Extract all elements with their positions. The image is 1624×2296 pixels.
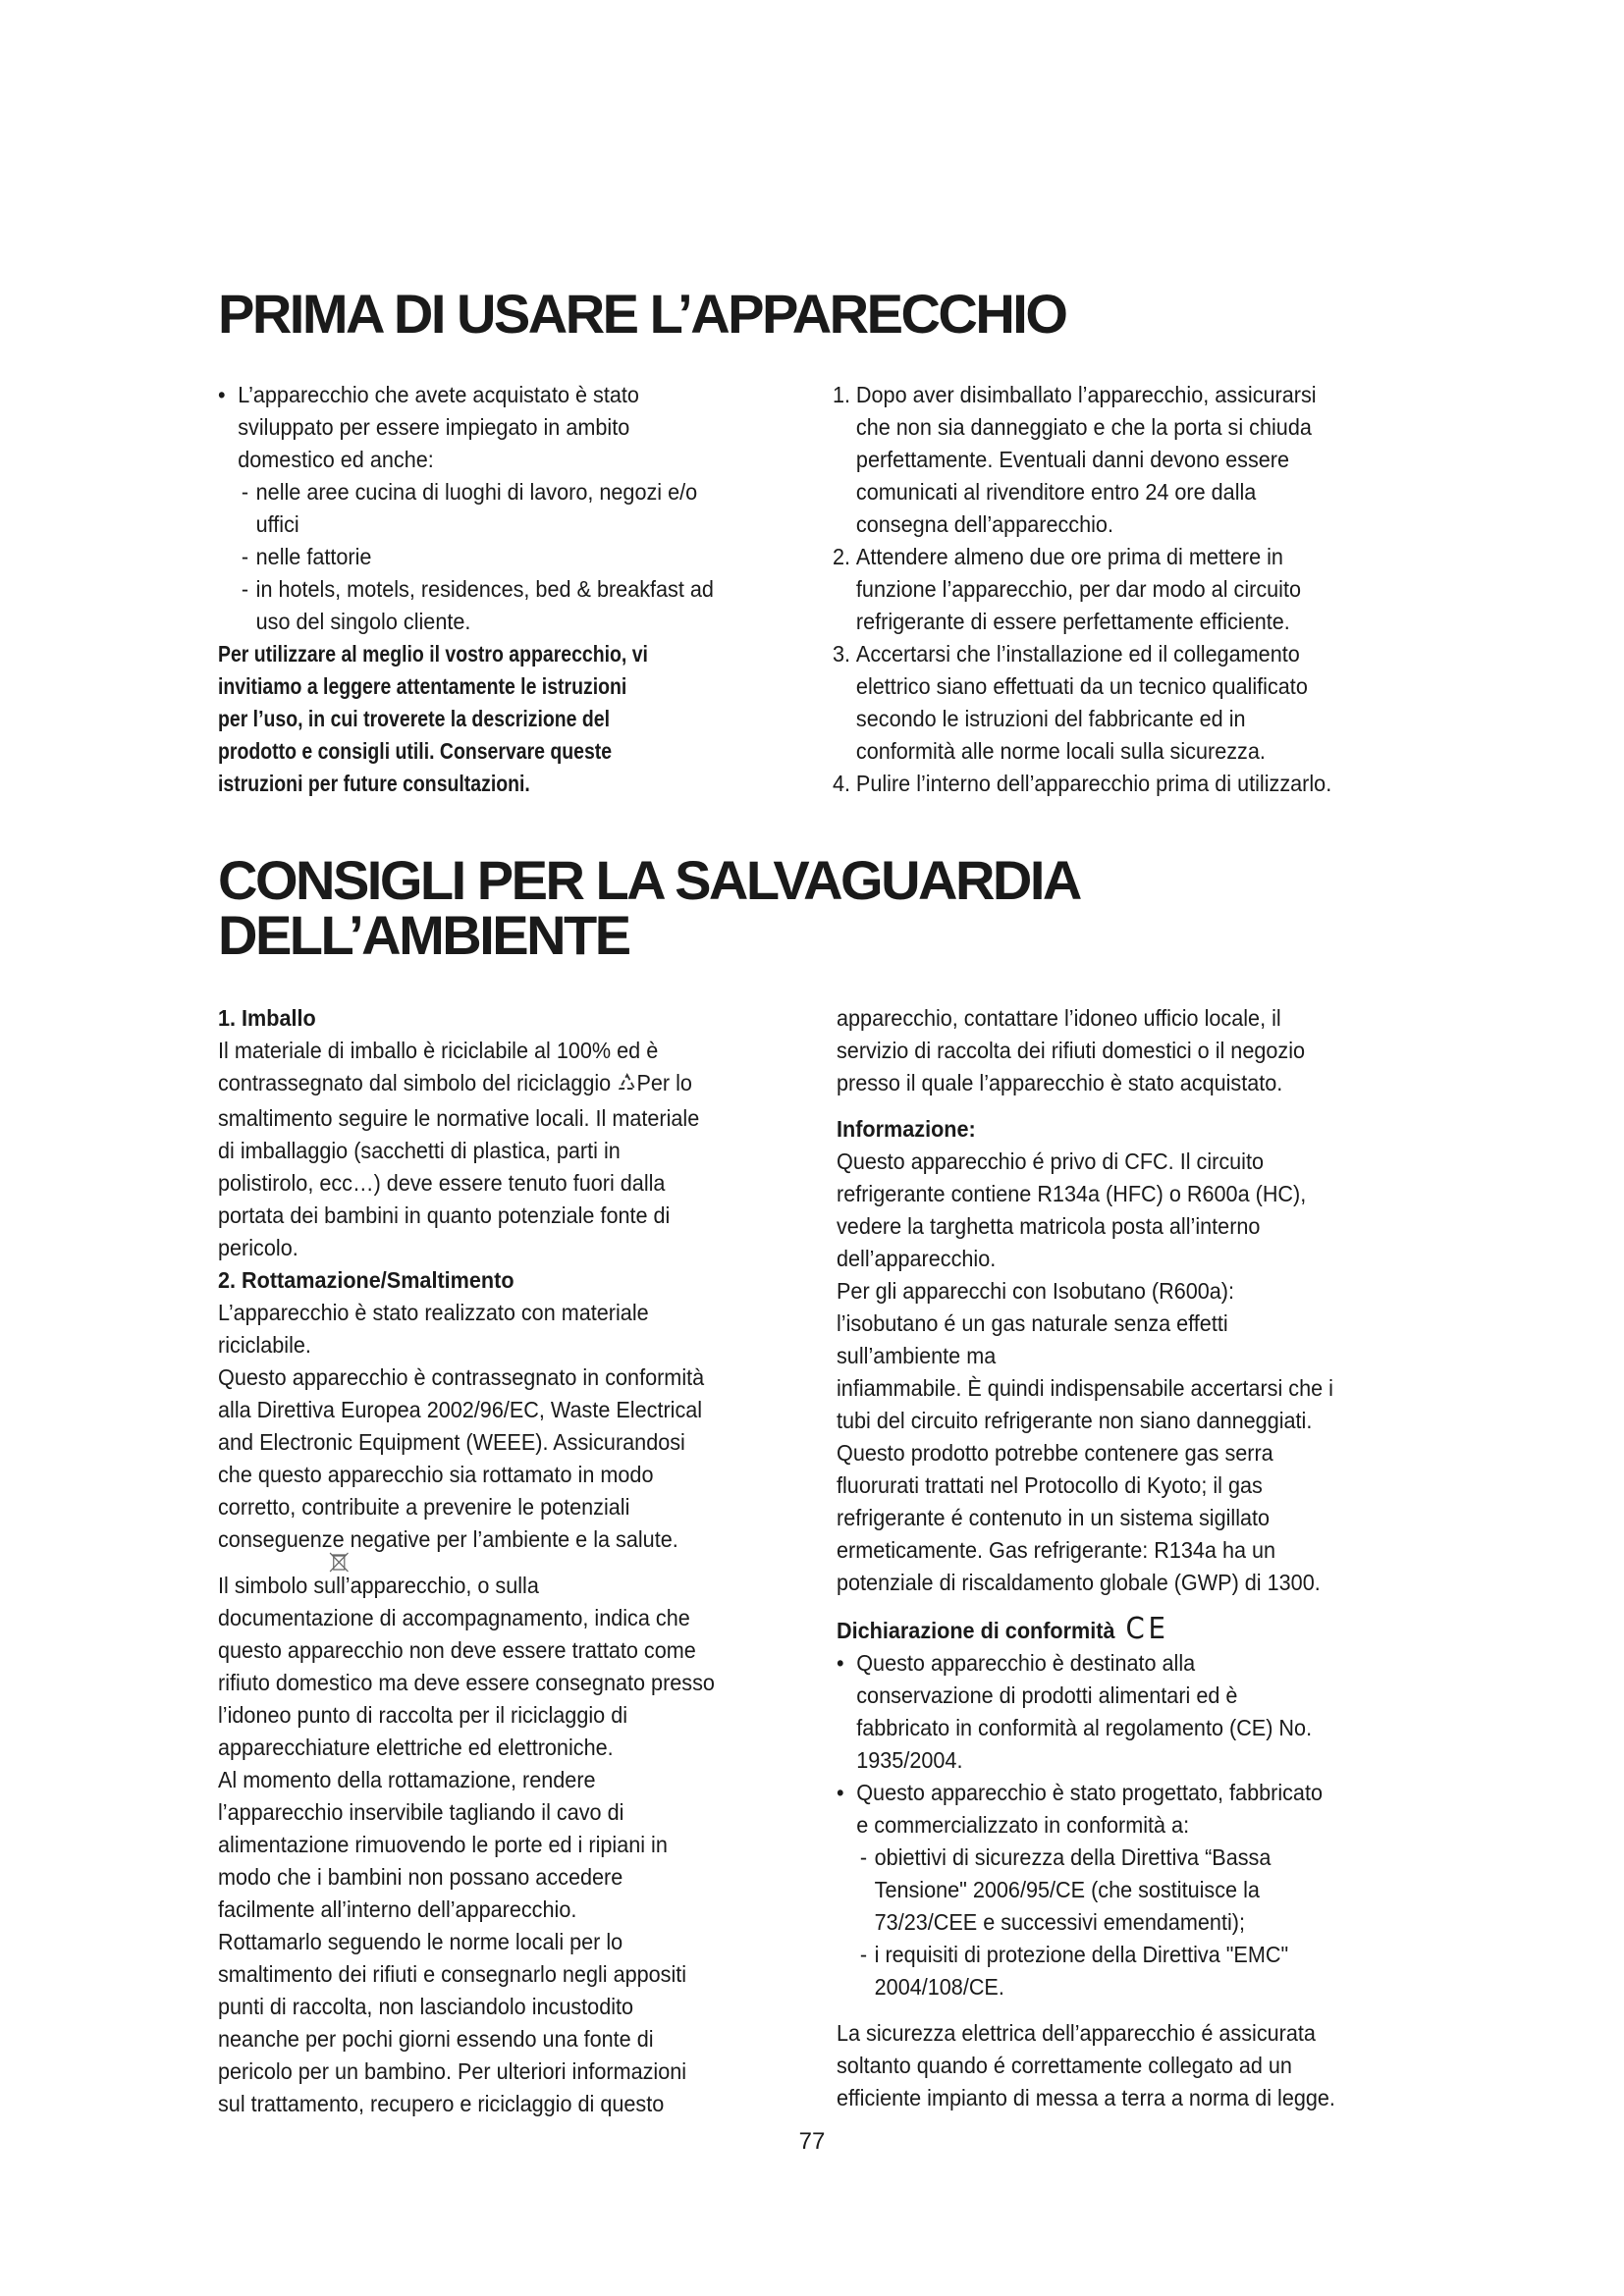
step-number: 1. bbox=[833, 382, 851, 407]
weee-directive-text: Questo apparecchio è contrassegnato in conformità alla Direttiva Europea 2002/96/EC, Waste Electrical and Electronic Equipment (WEEE). Assicurandosi che questo apparecchio sia rottamato in modo corretto, contribuite a prevenire le potenziali conseguenze negative per l’ambiente e la salute. bbox=[218, 1364, 705, 1552]
packaging-heading: 1. Imballo bbox=[218, 1005, 316, 1031]
usage-subitem-text: nelle fattorie bbox=[255, 544, 372, 569]
usage-bullet bbox=[218, 379, 814, 476]
weee-symbol-text: documentazione di accompagnamento, indica che questo apparecchio non deve essere trattato come rifiuto domestico ma deve essere consegnato presso l’idoneo punto di raccolta per il riciclaggio di apparecchiature elettriche ed elettroniche. bbox=[218, 1605, 715, 1760]
bullet-icon: • bbox=[837, 1780, 844, 1805]
step-item bbox=[833, 768, 1483, 800]
page-number: 77 bbox=[798, 2128, 826, 2155]
conformity-bullet-text: Questo apparecchio è stato progettato, fabbricato e commercializzato in conformità a: bbox=[856, 1780, 1323, 1838]
bullet-icon: • bbox=[837, 1650, 844, 1676]
before-use-steps bbox=[833, 379, 1483, 800]
information-heading: Informazione: bbox=[837, 1116, 976, 1142]
conformity-bullet bbox=[837, 1647, 1487, 1777]
disposal-heading: 2. Rottamazione/Smaltimento bbox=[218, 1267, 514, 1293]
bullet-icon: • bbox=[218, 382, 226, 407]
conformity-subitem-text: i requisiti di protezione della Direttiva "EMC" 2004/108/CE. bbox=[874, 1942, 1289, 2000]
environment-left-column bbox=[218, 1002, 814, 2120]
electrical-safety-text: La sicurezza elettrica dell’apparecchio é assicurata soltanto quando é correttamente collegato ad un efficiente impianto di messa a terra a norma di legge. bbox=[837, 2020, 1335, 2110]
packaging-line: Il materiale di imballo è riciclabile al 100% ed è bbox=[218, 1038, 659, 1063]
usage-subitem bbox=[218, 573, 814, 638]
disposal-text: L’apparecchio è stato realizzato con materiale riciclabile. bbox=[218, 1300, 649, 1358]
disposal-continuation-text: apparecchio, contattare l’idoneo ufficio locale, il servizio di raccolta dei rifiuti domestici o il negozio presso il quale l’apparecchio è stato acquistato. bbox=[837, 1005, 1306, 1095]
section-title-environment: CONSIGLI PER LA SALVAGUARDIA DELL’AMBIENTE bbox=[218, 849, 1080, 966]
information-text: Questo apparecchio é privo di CFC. Il circuito refrigerante contiene R134a (HFC) o R600a (HC), vedere la targhetta matricola posta all’interno dell’apparecchio. Per gli apparecchi con Isobutano (R600a): l’isobutano é un gas naturale senza effetti sull’ambiente ma infiammabile. È quindi indispensabile accertarsi che i tubi del circuito refrigerante non siano danneggiati. Questo prodotto potrebbe contenere gas serra fluorurati trattati nel Protocollo di Kyoto; il gas refrigerante é contenuto in un sistema sigillato ermeticamente. Gas refrigerante: R134a ha un potenziale di riscaldamento globale (GWP) di 1300. bbox=[837, 1148, 1333, 1595]
step-item bbox=[833, 638, 1483, 768]
step-number: 2. bbox=[833, 544, 851, 569]
dash-marker: - bbox=[241, 576, 249, 602]
before-use-left-column bbox=[218, 379, 814, 800]
crossed-bin-icon bbox=[328, 1550, 350, 1582]
conformity-heading-row bbox=[837, 1613, 1487, 1647]
usage-subitem-text: nelle aree cucina di luoghi di lavoro, negozi e/o uffici bbox=[255, 479, 698, 537]
conformity-subitem bbox=[837, 1939, 1487, 2003]
step-text: Attendere almeno due ore prima di mettere in funzione l’apparecchio, per dar modo al circuito refrigerante di essere perfettamente efficiente. bbox=[855, 544, 1301, 634]
step-number: 4. bbox=[833, 771, 851, 796]
step-text: Accertarsi che l’installazione ed il collegamento elettrico siano effettuati da un tecnico qualificato secondo le istruzioni del fabbricante ed in conformità alle norme locali sulla sicurezza. bbox=[855, 641, 1308, 764]
weee-line-start: Il simbolo bbox=[218, 1573, 314, 1598]
dash-marker: - bbox=[241, 544, 249, 569]
packaging-line-end: Per lo bbox=[636, 1070, 692, 1095]
local-rules-text: Rottamarlo seguendo le norme locali per lo smaltimento dei rifiuti e consegnarlo negli appositi punti di raccolta, non lasciandolo incustodito neanche per pochi giorni essendo una fonte di pericolo per un bambino. Per ulteriori informazioni sul trattamento, recupero e riciclaggio di questo bbox=[218, 1929, 687, 2116]
step-item bbox=[833, 379, 1483, 541]
usage-intro-text: L’apparecchio che avete acquistato è stato sviluppato per essere impiegato in ambito domestico ed anche: bbox=[238, 382, 639, 472]
weee-symbol-line bbox=[218, 1570, 814, 1602]
conformity-bullet-text: Questo apparecchio è destinato alla conservazione di prodotti alimentari ed è fabbricato in conformità al regolamento (CE) No. 1935/2004. bbox=[856, 1650, 1313, 1773]
recycle-icon bbox=[617, 1070, 636, 1102]
step-text: Pulire l’interno dell’apparecchio prima di utilizzarlo. bbox=[855, 771, 1332, 796]
dash-marker: - bbox=[859, 1844, 868, 1870]
weee-line-end: sull’apparecchio, o sulla bbox=[313, 1573, 539, 1598]
conformity-subitem bbox=[837, 1842, 1487, 1939]
step-number: 3. bbox=[833, 641, 851, 667]
dash-marker: - bbox=[859, 1942, 868, 1967]
packaging-line bbox=[218, 1067, 814, 1102]
usage-subitem bbox=[218, 476, 814, 541]
scrapping-text: Al momento della rottamazione, rendere l’apparecchio inservibile tagliando il cavo di alimentazione rimuovendo le porte ed i ripiani in modo che i bambini non possano accedere facilmente all’interno dell’apparecchio. bbox=[218, 1767, 668, 1922]
read-instructions-note: Per utilizzare al meglio il vostro apparecchio, vi invitiamo a leggere attentamente le istruzioni per l’uso, in cui troverete la descrizione del prodotto e consigli utili. Conservare queste istruzioni per future consultazioni. bbox=[218, 641, 648, 796]
environment-right-column bbox=[837, 1002, 1487, 2114]
ce-mark-icon: CE bbox=[1125, 1612, 1169, 1646]
step-item bbox=[833, 541, 1483, 638]
step-text: Dopo aver disimballato l’apparecchio, assicurarsi che non sia danneggiato e che la porta si chiuda perfettamente. Eventuali danni devono essere comunicati al rivenditore entro 24 ore dalla consegna dell’apparecchio. bbox=[855, 382, 1317, 537]
packaging-text: smaltimento seguire le normative locali. Il materiale di imballaggio (sacchetti di plastica, parti in polistirolo, ecc…) deve essere tenuto fuori dalla portata dei bambini in quanto potenziale fonte di pericolo. bbox=[218, 1105, 700, 1260]
packaging-line-start: contrassegnato dal simbolo del riciclaggio bbox=[218, 1070, 618, 1095]
conformity-subitem-text: obiettivi di sicurezza della Direttiva “Bassa Tensione" 2006/95/CE (che sostituisce la 73/23/CEE e successivi emendamenti); bbox=[874, 1844, 1272, 1935]
conformity-bullet bbox=[837, 1777, 1487, 1842]
dash-marker: - bbox=[241, 479, 249, 505]
conformity-heading: Dichiarazione di conformità bbox=[837, 1618, 1115, 1643]
usage-subitem bbox=[218, 541, 814, 573]
section-title-before-use: PRIMA DI USARE L’APPARECCHIO bbox=[218, 283, 1066, 345]
usage-subitem-text: in hotels, motels, residences, bed & breakfast ad uso del singolo cliente. bbox=[255, 576, 714, 634]
